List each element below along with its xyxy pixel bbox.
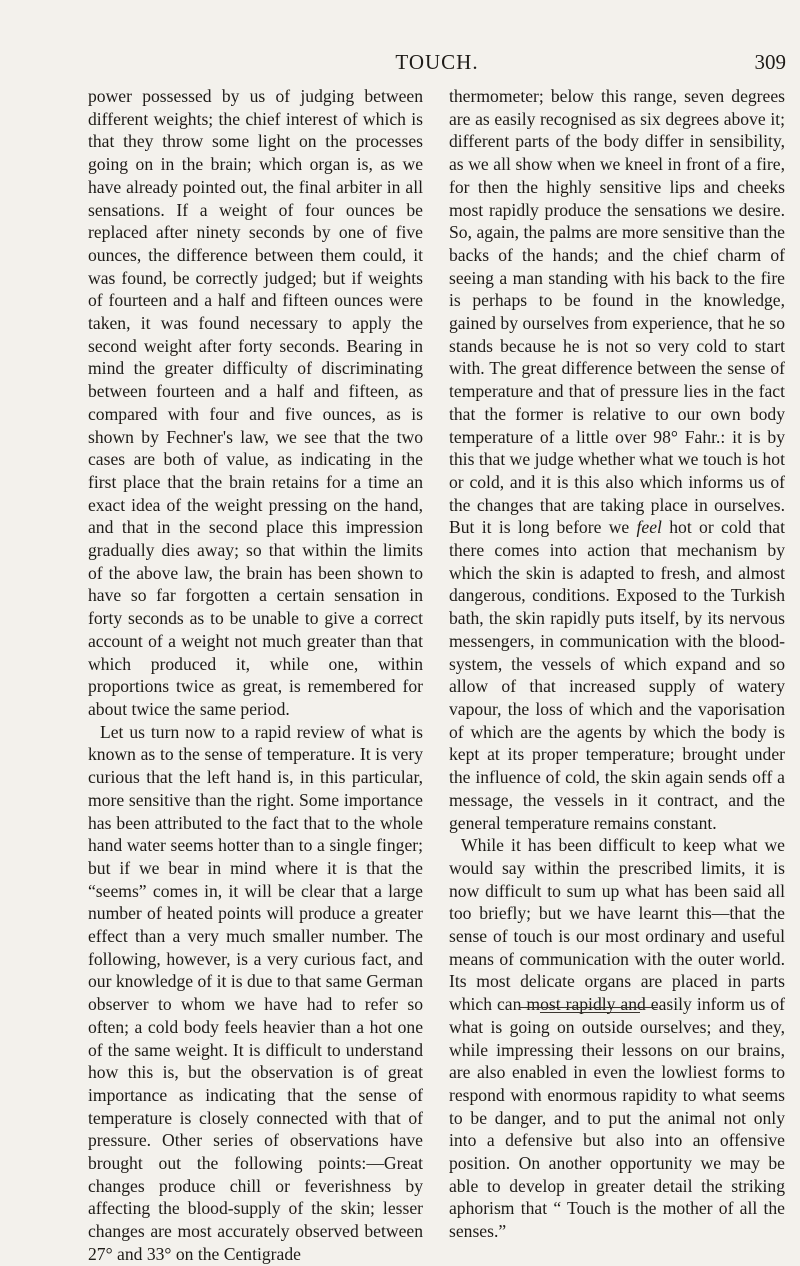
running-title: TOUCH. (395, 50, 479, 74)
page-header (88, 50, 786, 80)
right-column (449, 85, 785, 1243)
right-paragraph-1-end: hot or cold that there comes into action that mechanism by which the skin is adapted to fresh, and almost dangerous, conditions. Exposed to the Turkish bath, the skin rapidly puts itself, by its nervous messengers, in communication with the blood-system, the vessels of which expand and so allow of that increased supply of watery vapour, the loss of which and the vaporisation of which are the agents by which the body is kept at its proper temperature; brought under the influence of cold, the skin again sends off a message, the vessels in it contract, and the general temperature remains constant. (449, 517, 785, 833)
right-paragraph-2: While it has been difficult to keep what we would say within the prescribed limits, it is now difficult to sum up what has been said all too briefly; but we have learnt this—that the sense of touch is our most ordinary and useful means of communication with the outer world. Its most delicate organs are placed in parts which can most rapidly and easily inform us of what is going on outside ourselves; and they, while impressing their lessons on our brains, are also enabled in even the lowliest forms to respond with enormous rapidity to what seems to be danger, and to put the animal not only into a defensive but also into an offensive position. On another opportunity we may be able to develop in greater detail the striking aphorism that “ Touch is the mother of all the senses.” (449, 835, 785, 1242)
right-paragraph-1-start: thermometer; below this range, seven degrees are as easily recognised as six degrees above it; different parts of the body differ in sensibility, as we all show when we kneel in front of a fire, for then the highly sensitive lips and cheeks most rapidly produce the sensations we desire. So, again, the palms are more sensitive than the backs of the hands; and the chief charm of seeing a man standing with his back to the fire is perhaps to be found in the knowledge, gained by ourselves from experience, that he so stands because he is not so very cold to start with. The great difference between the sense of temperature and that of pressure lies in the fact that the former is relative to our own body temperature of a little over 98° Fahr.: it is by this that we judge whether what we touch is hot or cold, and it is this also which informs us of the changes that are taking place in ourselves. But it is long before we (449, 86, 785, 538)
end-rule-upper (520, 1007, 658, 1008)
left-paragraph-2: Let us turn now to a rapid review of what is known as to the sense of temperature. It is very curious that the left hand is, in this particular, more sensitive than the right. Some importance has been attributed to the fact that to the whole hand water seems hotter than to a single finger; but if we bear in mind where it is that the “seems” comes in, it will be clear that a large number of heated points will produce a greater effect than a very much smaller number. The following, however, is a very curious fact, and our knowledge of it is due to that same German observer to whom we have had to refer so often; a cold body feels heavier than a hot one of the same weight. It is difficult to understand how this is, but the observation is of great importance as indicating that the sense of temperature is closely connected with that of pressure. Other series of observations have brought out the following points:—Great changes produce chill or feverishness by affecting the blood-supply of the skin; lesser changes are most accurately observed between 27° and 33° on the Centigrade (88, 721, 423, 1264)
left-column (88, 85, 423, 1266)
page-number: 309 (754, 50, 786, 74)
end-rule-lower (540, 1012, 640, 1013)
left-paragraph-1: power possessed by us of judging between different weights; the chief interest of which is that they throw some light on the processes going on in the brain; which organ is, as we have already pointed out, the final arbiter in all sensations. If a weight of four ounces be replaced after ninety seconds by one of five ounces, the difference between them could, it was found, be correctly judged; but if weights of fourteen and a half and fifteen ounces were taken, it was found necessary to apply the second weight after forty seconds. Bearing in mind the greater difficulty of discriminating between fourteen and a half and fifteen, as compared with four and five ounces, as is shown by Fechner's law, we see that the two cases are both of value, as indicating in the first place that the brain retains for a time an exact idea of the weight pressing on the hand, and that in the second place this impression gradually dies away; so that within the limits of the above law, the brain has been shown to have so far forgotten a certain sensation in forty seconds as to be unable to give a correct account of a weight not much greater than that which produced it, while one, within proportions twice as great, is remembered for about twice the same period. (88, 86, 423, 719)
right-paragraph-1 (449, 85, 785, 834)
emphasis-feel: feel (636, 517, 662, 538)
